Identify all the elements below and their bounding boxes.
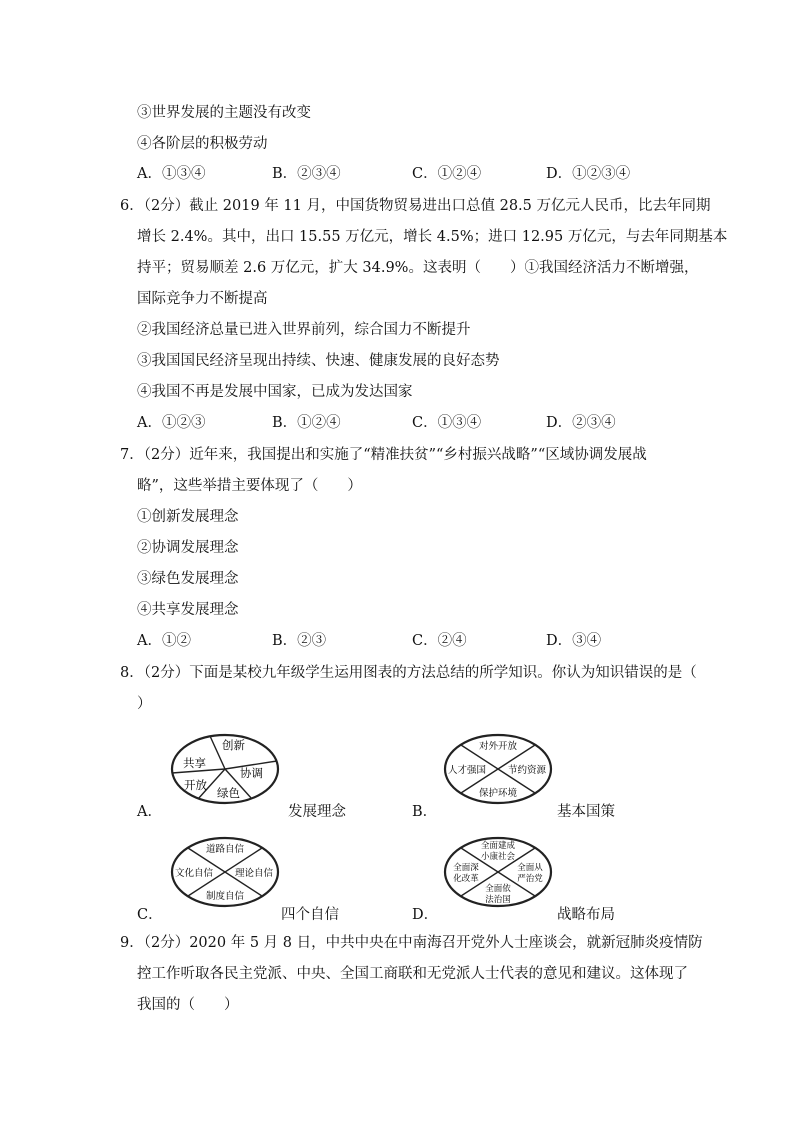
q7-item-3: ③绿色发展理念 [137,571,239,587]
diagram-b-sector-3: 保护环境 [478,788,518,799]
q6-stem-line-3: 持平；贸易顺差 2.6 万亿元，扩大 34.9%。这表明（ ）①我国经济活力不断增强， [137,260,699,276]
q6-stem-line-1: 6．（2分）截止 2019 年 11 月，中国货物贸易进出口总值 28.5 万亿元人民币，比去年同期 [120,198,711,214]
q6-option-c: C．①③④ [412,415,482,431]
q7-stem-line-1: 7．（2分）近年来，我国提出和实施了“精准扶贫”“乡村振兴战略”“区域协调发展战 [120,447,647,463]
diagram-a-sector-2: 协调 [240,766,263,780]
q5-item-4: ④各阶层的积极劳动 [137,136,268,152]
diagram-c-sector-1: 道路自信 [205,844,245,855]
q6-option-b: B．①②④ [272,415,341,431]
q9-stem-line-1: 9．（2分）2020 年 5 月 8 日，中共中央在中南海召开党外人士座谈会，就新冠肺炎疫情防 [120,935,703,951]
diagram-a-sector-5: 共享 [183,756,206,770]
diagram-a-sector-3: 绿色 [217,786,240,800]
diagram-d-sector-1b: 小康社会 [480,852,516,862]
q8-option-b-letter: B． [412,804,438,820]
q7-item-1: ①创新发展理念 [137,509,239,525]
q5-option-b: B．②③④ [272,166,341,182]
diagram-d-sector-3a: 全面依 [485,884,511,894]
diagram-a-sector-4: 开放 [184,778,207,792]
diagram-a-development-concepts [170,733,280,805]
diagram-d-sector-4a: 全面深 [453,863,479,873]
q7-stem-line-2: 略”，这些举措主要体现了（ ） [137,478,362,494]
diagram-c-sector-3: 制度自信 [205,891,245,902]
q9-stem-line-3: 我国的（ ） [137,997,239,1013]
diagram-d-sector-2a: 全面从 [517,863,543,873]
q8-stem-line-2: ） [137,696,152,712]
q7-item-4: ④共享发展理念 [137,602,239,618]
diagram-a-sector-1: 创新 [222,738,245,752]
diagram-d-sector-4b: 化改革 [453,874,479,884]
diagram-c-sector-4: 文化自信 [174,868,214,879]
diagram-c-sector-2: 理论自信 [234,868,274,879]
diagram-b-sector-4: 人才强国 [447,765,487,776]
q6-option-d: D．②③④ [546,415,616,431]
q6-option-a: A．①②③ [137,415,206,431]
q5-item-3: ③世界发展的主题没有改变 [137,105,311,121]
q8-option-d-caption: 战略布局 [557,907,615,923]
q8-option-c-caption: 四个自信 [281,907,339,923]
q7-option-a: A．①② [137,633,191,649]
q6-stem-line-2: 增长 2.4%。其中，出口 15.55 万亿元，增长 4.5%；进口 12.95 万亿元，与去年同期基本 [137,229,728,245]
diagram-b-sector-2: 节约资源 [507,765,547,776]
q7-option-b: B．②③ [272,633,327,649]
diagram-d-sector-3b: 法治国 [485,895,511,905]
q8-option-b-caption: 基本国策 [557,804,615,820]
diagram-d-strategic-layout [443,836,553,908]
q6-item-4: ④我国不再是发展中国家，已成为发达国家 [137,384,413,400]
q9-stem-line-2: 控工作听取各民主党派、中央、全国工商联和无党派人士代表的意见和建议。这体现了 [137,966,688,982]
diagram-d-sector-2b: 严治党 [517,874,543,884]
diagram-d-sector-1a: 全面建成 [480,841,516,851]
q8-option-a-caption: 发展理念 [288,804,346,820]
q5-option-a: A．①③④ [137,166,206,182]
q6-item-2: ②我国经济总量已进入世界前列，综合国力不断提升 [137,322,471,338]
q8-option-a-letter: A． [137,804,162,820]
q7-option-c: C．②④ [412,633,467,649]
q7-item-2: ②协调发展理念 [137,540,239,556]
q8-stem-line-1: 8．（2分）下面是某校九年级学生运用图表的方法总结的所学知识。你认为知识错误的是（ [120,665,697,681]
q5-option-d: D．①②③④ [546,166,631,182]
q7-option-d: D．③④ [546,633,602,649]
q6-stem-line-4: 国际竞争力不断提高 [137,291,268,307]
diagram-b-sector-1: 对外开放 [478,741,518,752]
q8-option-d-letter: D． [412,907,439,923]
q5-option-c: C．①②④ [412,166,482,182]
q6-item-3: ③我国国民经济呈现出持续、快速、健康发展的良好态势 [137,353,500,369]
diagram-c-four-confidences [170,836,280,908]
q8-option-c-letter: C． [137,907,163,923]
diagram-b-basic-state-policies [443,733,553,805]
